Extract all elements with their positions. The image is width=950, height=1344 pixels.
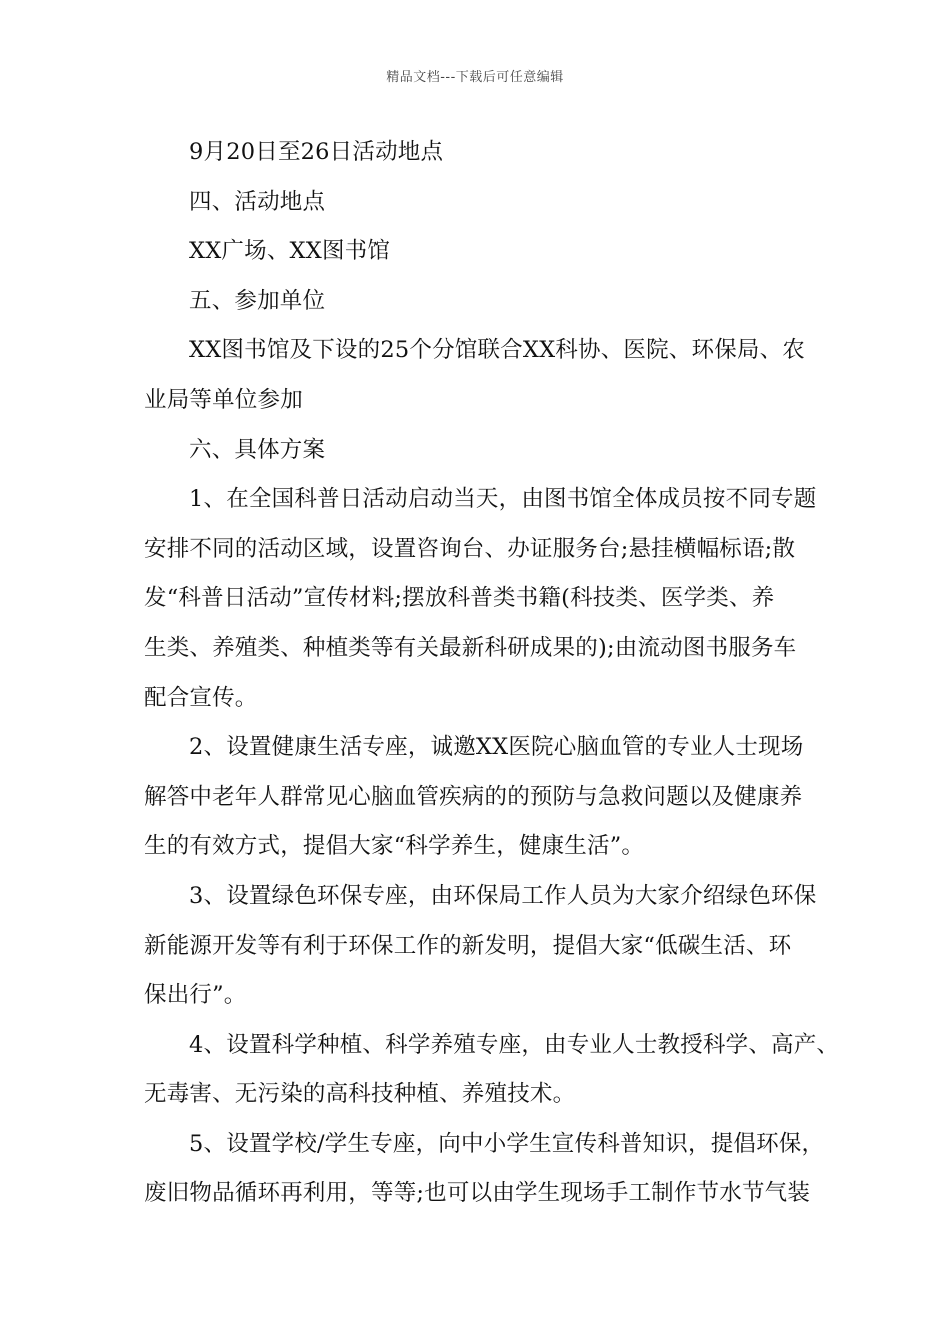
text-line: 解答中老年人群常见心脑血管疾病的的预防与急救问题以及健康养 xyxy=(144,783,803,810)
text-line: 生的有效方式，提倡大家“科学养生，健康生活”。 xyxy=(144,833,645,860)
text-line: 新能源开发等有利于环保工作的新发明，提倡大家“低碳生活、环 xyxy=(144,932,792,959)
text-line: 保出行”。 xyxy=(144,982,247,1009)
text-line: XX图书馆及下设的25个分馆联合XX科协、医院、环保局、农 xyxy=(189,337,806,364)
text-line: 安排不同的活动区域，设置咨询台、办证服务台;悬挂横幅标语;散 xyxy=(144,535,796,562)
section-heading: 六、具体方案 xyxy=(189,436,326,463)
text-line: XX广场、XX图书馆 xyxy=(189,238,391,265)
text-line: 5、设置学校/学生专座，向中小学生宣传科普知识，提倡环保， xyxy=(189,1130,825,1157)
text-line: 9月20日至26日活动地点 xyxy=(189,139,444,165)
text-line: 配合宣传。 xyxy=(144,684,258,711)
text-line: 3、设置绿色环保专座，由环保局工作人员为大家介绍绿色环保 xyxy=(189,882,817,909)
page-header: 精品文档---下载后可任意编辑 xyxy=(386,70,564,85)
text-line: 1、在全国科普日活动启动当天，由图书馆全体成员按不同专题 xyxy=(189,486,817,513)
text-line: 4、设置科学种植、科学养殖专座，由专业人士教授科学、高产、 xyxy=(189,1031,840,1058)
text-line: 业局等单位参加 xyxy=(144,386,303,413)
text-line: 生类、养殖类、种植类等有关最新科研成果的);由流动图书服务车 xyxy=(144,634,797,661)
document-body xyxy=(144,128,840,1219)
text-line: 废旧物品循环再利用，等等;也可以由学生现场手工制作节水节气装 xyxy=(144,1180,811,1207)
section-heading: 四、活动地点 xyxy=(189,188,326,215)
text-line: 无毒害、无污染的高科技种植、养殖技术。 xyxy=(144,1081,576,1108)
text-line: 发“科普日活动”宣传材料;摆放科普类书籍(科技类、医学类、养 xyxy=(144,585,775,612)
text-line: 2、设置健康生活专座，诚邀XX医院心脑血管的专业人士现场 xyxy=(189,734,804,761)
section-heading: 五、参加单位 xyxy=(189,287,326,314)
